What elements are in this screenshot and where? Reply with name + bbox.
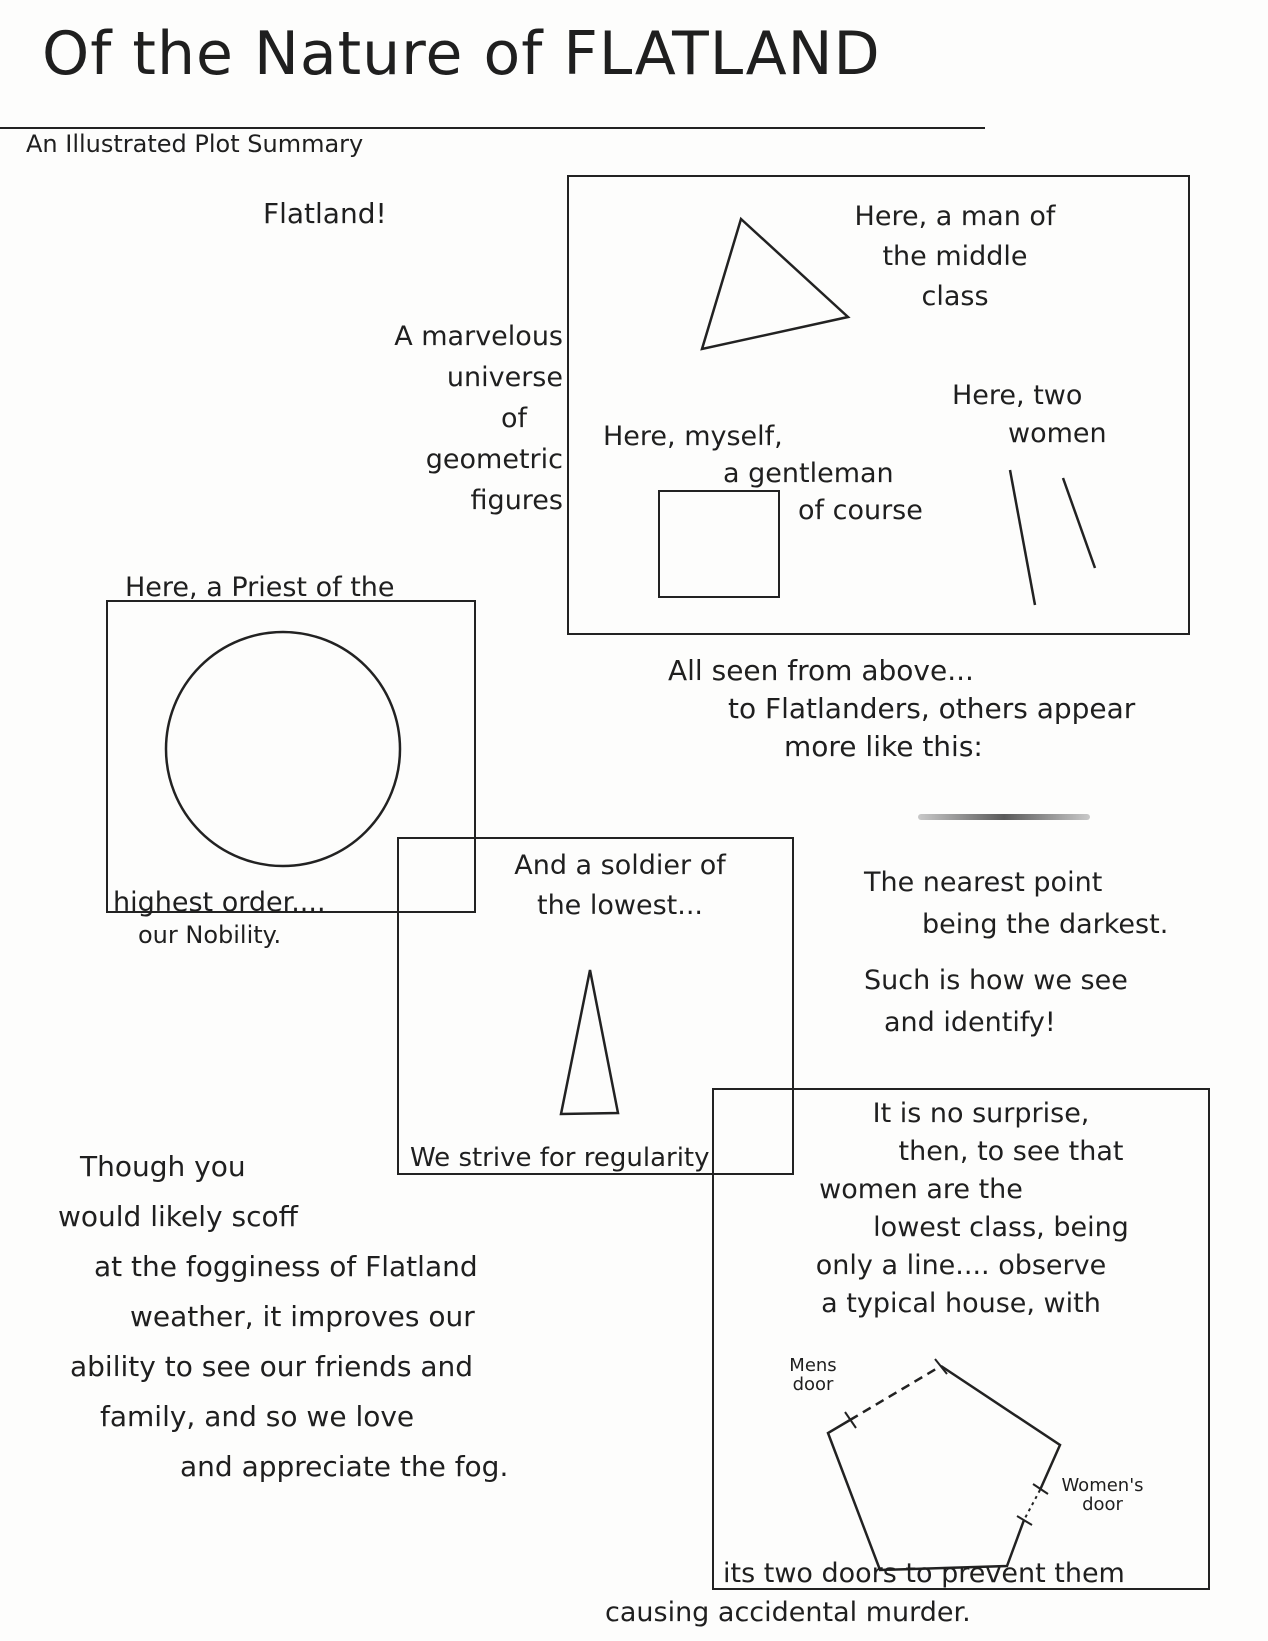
nearest-point-text — [864, 862, 1168, 1044]
house-caption-below: causing accidental murder. — [605, 1597, 971, 1628]
caption-line: class — [921, 281, 989, 312]
caption-line: Here, a man of — [854, 201, 1056, 232]
label-line: door — [1082, 1494, 1123, 1515]
caption-line: highest order.... — [113, 887, 326, 918]
soldier-caption-top — [470, 846, 770, 926]
page-subtitle: An Illustrated Plot Summary — [26, 130, 364, 158]
priest-caption-bottom — [113, 887, 326, 951]
seen-above-text — [668, 652, 1135, 766]
page-title: Of the Nature of FLATLAND — [42, 19, 881, 89]
caption-line: women — [1008, 418, 1107, 449]
intro-line: figures — [470, 485, 563, 516]
text-line: family, and so we love — [100, 1400, 415, 1433]
caption-line: of course — [798, 495, 923, 526]
intro-line: A marvelous — [394, 321, 563, 352]
text-line: ability to see our friends and — [70, 1350, 474, 1383]
intro-exclaim: Flatland! — [263, 197, 387, 230]
label-line: Mens — [789, 1355, 837, 1376]
priest-caption-top: Here, a Priest of the — [125, 572, 395, 603]
caption-line: Here, two — [952, 380, 1083, 411]
title-rule — [0, 127, 985, 129]
text-line: to Flatlanders, others appear — [728, 692, 1136, 725]
text-line: Such is how we see — [864, 965, 1128, 996]
caption-line: And a soldier of — [514, 850, 726, 881]
text-line: more like this: — [784, 730, 983, 763]
caption-line: our Nobility. — [138, 921, 282, 949]
caption-line: Here, myself, — [603, 421, 783, 452]
label-line: Women's — [1061, 1475, 1144, 1496]
mens-door-label — [778, 1356, 848, 1394]
caption-line: a typical house, with — [821, 1288, 1101, 1319]
text-line: weather, it improves our — [130, 1300, 475, 1333]
text-line: Though you — [80, 1150, 246, 1183]
house-caption-bottom: its two doors to prevent them — [723, 1558, 1125, 1589]
caption-line: then, to see that — [898, 1136, 1124, 1167]
women-caption — [952, 377, 1107, 453]
text-line: All seen from above... — [668, 654, 974, 687]
caption-line: the lowest... — [536, 890, 703, 921]
text-line: and appreciate the fog. — [180, 1450, 509, 1483]
caption-line: only a line.... observe — [815, 1250, 1107, 1281]
label-line: door — [792, 1374, 834, 1395]
middle-class-caption — [820, 197, 1090, 317]
intro-text — [330, 316, 563, 521]
square-icon — [658, 490, 780, 598]
caption-line: a gentleman — [723, 458, 894, 489]
text-line: being the darkest. — [922, 909, 1169, 940]
intro-line: universe — [446, 362, 563, 393]
womens-door-label — [1055, 1476, 1150, 1514]
caption-line: the middle — [882, 241, 1028, 272]
text-line: would likely scoff — [58, 1200, 298, 1233]
house-caption — [725, 1095, 1197, 1323]
intro-line: geometric — [425, 444, 563, 475]
text-line: The nearest point — [864, 867, 1103, 898]
caption-line: women are the — [819, 1174, 1023, 1205]
caption-line: It is no surprise, — [872, 1098, 1090, 1129]
text-line: and identify! — [884, 1007, 1056, 1038]
caption-line: lowest class, being — [873, 1212, 1129, 1243]
gradient-line-icon — [918, 814, 1090, 820]
fog-text — [58, 1142, 508, 1492]
soldier-caption-bottom: We strive for regularity — [410, 1143, 710, 1173]
text-line: at the fogginess of Flatland — [94, 1250, 478, 1283]
intro-line: of — [500, 403, 527, 434]
